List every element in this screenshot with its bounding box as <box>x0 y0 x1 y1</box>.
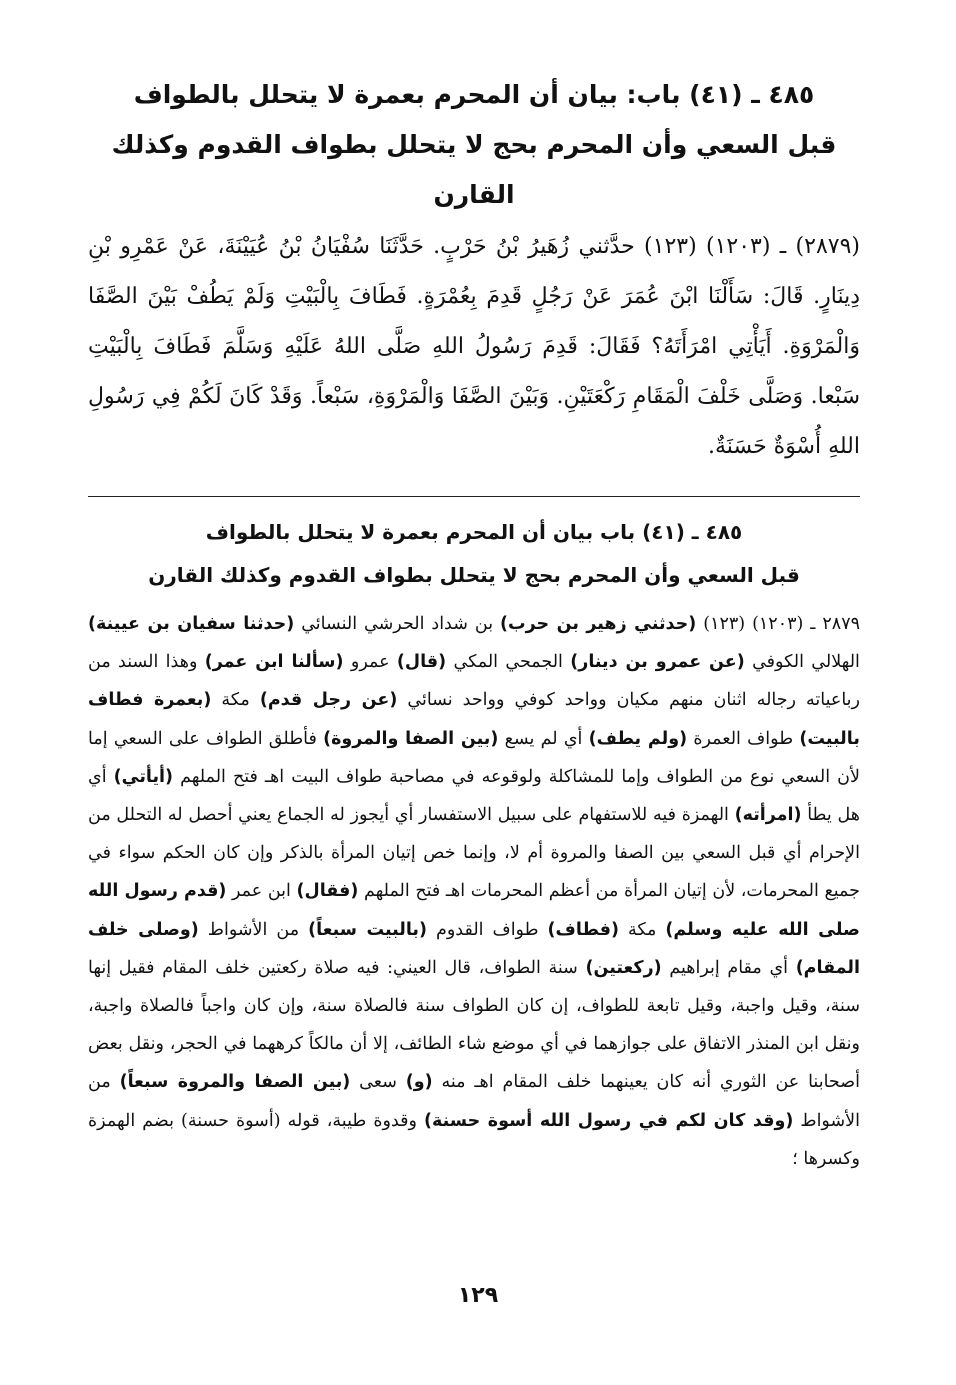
commentary-segment: ابن عمر <box>232 881 291 902</box>
hadith-number: ٢٨٧٩ ـ (١٢٠٣) (١٢٣) <box>703 614 860 634</box>
commentary-segment: مكة <box>627 919 657 940</box>
matn-quote: (قال) <box>396 652 447 673</box>
matn-quote: (فطاف) <box>547 919 619 940</box>
matn-quote: (حدثني زهير بن حرب) <box>500 614 697 634</box>
matn-quote: (قدم رسول الله صلى الله عليه وسلم) <box>88 881 860 940</box>
commentary-segment: الهلالي الكوفي <box>752 652 860 673</box>
matn-quote: (بالبيت سبعاً) <box>308 919 427 940</box>
page-body <box>88 70 860 1178</box>
matn-quote: (بين الصفا والمروة سبعاً) <box>119 1072 351 1093</box>
matn-quote: (أيأتي) <box>113 766 174 787</box>
commentary-segment: أي هل يطأ <box>88 766 860 826</box>
commentary-text <box>88 605 860 1178</box>
matn-quote: (عن رجل قدم) <box>259 690 398 711</box>
matn-quote: (وقد كان لكم في رسول الله أسوة حسنة) <box>424 1110 794 1131</box>
commentary-segment: وهذا السند من رباعياته رجاله اثنان منهم مكيان وواحد كوفي وواحد نسائي <box>88 652 860 711</box>
chapter-heading-bottom <box>88 511 860 597</box>
matn-quote: (و) <box>405 1072 433 1093</box>
chapter-heading-bottom-line1: ٤٨٥ ـ (٤١) باب بيان أن المحرم بعمرة لا يتحلل بالطواف <box>205 520 743 544</box>
chapter-heading-top-line1: ٤٨٥ ـ (٤١) باب: بيان أن المحرم بعمرة لا يتحلل بالطواف <box>133 80 815 109</box>
commentary-segment: سعى <box>359 1072 397 1093</box>
matn-quote: (سألنا ابن عمر) <box>204 652 344 673</box>
matn-quote: (ركعتين) <box>585 957 662 978</box>
commentary-segment: وقدوة طيبة، قوله (أسوة حسنة) بضم الهمزة وكسرها ؛ <box>88 1110 860 1169</box>
commentary-segment: عمرو <box>350 652 390 673</box>
matn-quote: (عن عمرو بن دينار) <box>570 652 745 673</box>
page-number: ١٢٩ <box>457 1283 499 1308</box>
commentary-segment: أي لم يسع <box>504 728 583 749</box>
chapter-heading-top-line2: قبل السعي وأن المحرم بحج لا يتحلل بطواف القدوم وكذلك القارن <box>111 130 837 209</box>
commentary-segment: طواف القدوم <box>436 919 539 940</box>
matn-quote: (بين الصفا والمروة) <box>323 728 499 749</box>
hadith-text: (٢٨٧٩) ـ (١٢٠٣) (١٢٣) حدَّثني زُهَيرُ بْنُ حَرْبٍ. حَدَّثَنَا سُفْيَانُ بْنُ عُيَيْنَةَ، عَنْ عَمْرِو بْنِ دِينَارٍ. قَالَ: سَأَلْنَا ابْنَ عُمَرَ عَنْ رَجُلٍ قَدِمَ بِعُمْرَةٍ. فَطَافَ بِالْبَيْتِ وَلَمْ يَطُفْ بَيْنَ الصَّفَا وَالْمَرْوَةِ. أَيَأْتِي امْرَأَتَهُ؟ فَقَالَ: قَدِمَ رَسُولُ اللهِ صَلَّى اللهُ عَلَيْهِ وَسَلَّمَ فَطَافَ بِالْبَيْتِ سَبْعا. وَصَلَّى خَلْفَ الْمَقَامِ رَكْعَتَيْنِ. وَبَيْنَ الصَّفَا وَالْمَرْوَةِ، سَبْعاً. وَقَدْ كَانَ لَكُمْ فِي رَسُولِ اللهِ أُسْوَةٌ حَسَنَةٌ. <box>88 234 860 459</box>
matn-quote: (ولم يطف) <box>588 728 688 749</box>
commentary-segment: فأطلق الطواف على السعي إما لأن السعي نوع من الطواف وإما للمشاكلة ولوقوعه في مصاحبة طواف البيت اهـ فتح الملهم <box>88 728 860 787</box>
commentary-segment: الهمزة فيه للاستفهام على سبيل الاستفسار أي أيجوز له الجماع يعني أحصل له التحلل من الإحرام أي قبل السعي بين الصفا والمروة أم لا، وإنما خص إتيان المرأة بالذكر وإن كان الحكم سواء في جميع المحرمات، لأن إتيان المرأة من أعظم المحرمات اهـ فتح الملهم <box>88 805 860 902</box>
matn-quote: (بعمرة فطاف بالبيت) <box>88 690 860 749</box>
commentary-segment: طواف العمرة <box>693 728 794 749</box>
commentary-segment: مكة <box>221 690 250 711</box>
chapter-heading-bottom-line2: قبل السعي وأن المحرم بحج لا يتحلل بطواف القدوم وكذلك القارن <box>148 563 800 587</box>
separator-rule <box>88 496 860 497</box>
commentary-segment: من الأشواط <box>207 919 300 940</box>
commentary-segment: أي مقام إبراهيم <box>669 957 789 978</box>
commentary-segment: الجمحي المكي <box>453 652 563 673</box>
matn-quote: (حدثنا سفيان بن عيينة) <box>88 614 295 634</box>
matn-quote: (فقال) <box>296 881 359 902</box>
matn-quote: (وصلى خلف المقام) <box>88 919 860 978</box>
chapter-heading-top <box>88 70 860 220</box>
commentary-segment: سنة الطواف، قال العيني: فيه صلاة ركعتين خلف المقام فقيل إنها سنة، وقيل واجبة، وقيل تابعة للطواف، إن كان الطواف سنة فالصلاة سنة، وإن كان واجباً فالصلاة واجبة، ونقل ابن المنذر الاتفاق على جوازهما في أي موضع شاء الطائف، إلا أن مالكاً كرههما في الحجر، ونقل بعض أصحابنا عن الثوري أنه كان يعينهما خلف المقام اهـ منه <box>88 957 860 1093</box>
commentary-segment: من الأشواط <box>88 1072 860 1131</box>
matn-quote: (امرأته) <box>734 805 802 826</box>
commentary-segment: بن شداد الحرشي النسائي <box>301 614 494 634</box>
